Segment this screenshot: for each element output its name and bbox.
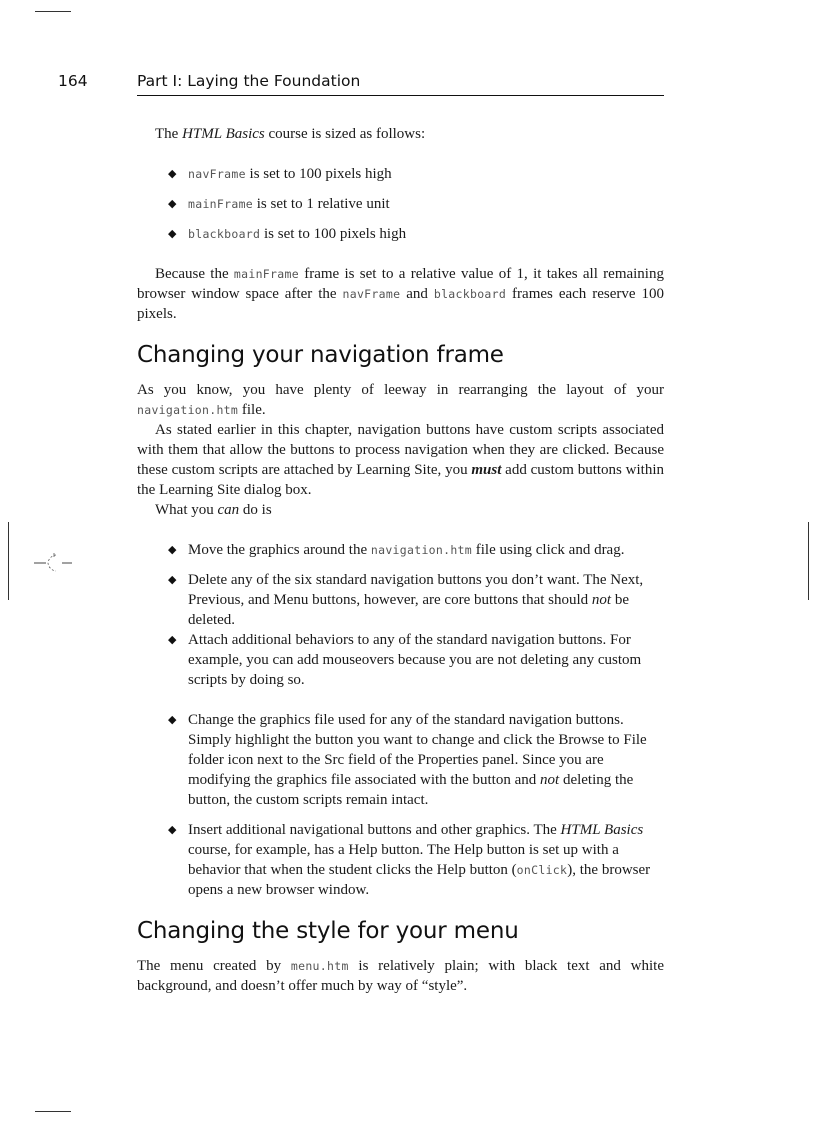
intro-paragraph: The HTML Basics course is sized as follows: [155, 126, 426, 142]
header-rule [137, 95, 664, 96]
what-you-can-do-paragraph: What you can do is [155, 502, 272, 518]
diamond-bullet-icon: ◆ [168, 168, 177, 180]
part-title: Part I: Laying the Foundation [137, 72, 361, 90]
page-number: 164 [58, 72, 88, 90]
diamond-bullet-icon: ◆ [168, 228, 177, 240]
custom-scripts-paragraph: As stated earlier in this chapter, navigation buttons have custom scripts associated with them that allow the buttons to process navigation when they are clicked. Because these custom scripts are attached by Learning Site, you must add custom buttons within the Learning Site dialog box. [137, 422, 664, 498]
section-heading-menu-style: Changing the style for your menu [137, 918, 519, 944]
crop-mark-top-left [35, 11, 71, 12]
diamond-bullet-icon: ◆ [168, 634, 177, 646]
registration-mark-icon [30, 548, 76, 572]
diamond-bullet-icon: ◆ [168, 574, 177, 586]
because-paragraph: Because the mainFrame frame is set to a relative value of 1, it takes all remaining browser window space after the navFrame and blackboard frames each reserve 100 pixels. [137, 266, 664, 322]
diamond-bullet-icon: ◆ [168, 544, 177, 556]
crop-mark-bottom-left [35, 1111, 71, 1112]
diamond-bullet-icon: ◆ [168, 198, 177, 210]
crop-mark-left-vertical [8, 522, 9, 600]
leeway-paragraph: As you know, you have plenty of leeway in rearranging the layout of your navigation.htm file. [137, 382, 664, 418]
menu-paragraph: The menu created by menu.htm is relatively plain; with black text and white background, and doesn’t offer much by way of “style”. [137, 958, 664, 994]
diamond-bullet-icon: ◆ [168, 824, 177, 836]
diamond-bullet-icon: ◆ [168, 714, 177, 726]
crop-mark-right-vertical [808, 522, 809, 600]
running-header [58, 70, 664, 96]
section-heading-navigation-frame: Changing your navigation frame [137, 342, 504, 368]
